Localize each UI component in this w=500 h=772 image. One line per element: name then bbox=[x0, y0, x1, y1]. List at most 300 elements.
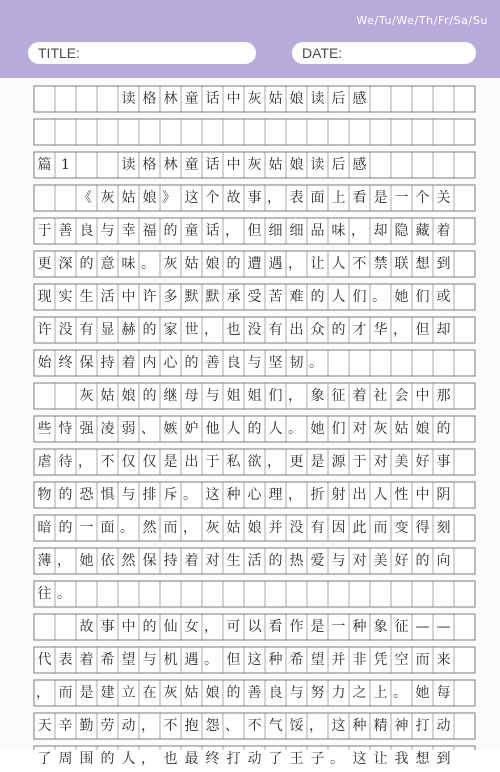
grid-char: 仙 bbox=[163, 619, 178, 635]
text-row bbox=[34, 581, 475, 607]
grid-char bbox=[76, 152, 97, 178]
grid-char: 中 bbox=[415, 487, 430, 503]
grid-char: 可 bbox=[226, 619, 241, 635]
grid-char: 种 bbox=[352, 619, 367, 635]
grid-char: 持 bbox=[163, 553, 178, 569]
grid-char: 默 bbox=[184, 289, 199, 305]
grid-char: 然 bbox=[121, 553, 136, 569]
grid-char: 的 bbox=[142, 388, 157, 404]
grid-char: 空 bbox=[394, 652, 409, 668]
grid-char: 欲 bbox=[247, 454, 262, 470]
grid-char: 她 bbox=[79, 553, 94, 569]
grid-char: 细 bbox=[289, 223, 304, 239]
grid-char: 内 bbox=[142, 355, 157, 371]
grid-char: 是 bbox=[163, 454, 178, 470]
text-row bbox=[34, 515, 475, 541]
grid-char: 人 bbox=[373, 487, 388, 503]
grid-char: 让 bbox=[310, 256, 325, 272]
grid-char: 篇 bbox=[37, 157, 52, 173]
grid-char: 也 bbox=[163, 751, 178, 767]
grid-char: 了 bbox=[37, 751, 52, 767]
grid-char: 《 bbox=[78, 190, 92, 206]
text-row bbox=[34, 680, 475, 706]
grid-char: 娘 bbox=[205, 685, 220, 701]
grid-char: 是 bbox=[373, 190, 388, 206]
grid-char: 善 bbox=[205, 355, 220, 371]
grid-char: 仅 bbox=[121, 454, 136, 470]
grid-char: 打 bbox=[415, 718, 430, 734]
grid-char: 家 bbox=[163, 322, 178, 338]
grid-char: 。 bbox=[204, 652, 218, 668]
grid-char: 嫉 bbox=[163, 421, 178, 437]
grid-char: 这 bbox=[247, 652, 262, 668]
grid-char: 母 bbox=[184, 388, 199, 404]
grid-char: 薄 bbox=[37, 553, 52, 569]
grid-char: 遇 bbox=[184, 652, 199, 668]
grid-char: 的 bbox=[415, 553, 430, 569]
text-row bbox=[34, 713, 475, 739]
grid-char: 始 bbox=[37, 355, 52, 371]
grid-char: 遭 bbox=[247, 256, 262, 272]
writing-paper bbox=[0, 78, 500, 767]
grid-char: 些 bbox=[37, 421, 52, 437]
grid-char: 虐 bbox=[37, 454, 52, 470]
grid-char: 深 bbox=[58, 256, 73, 272]
grid-char: 于 bbox=[205, 454, 220, 470]
grid-char: 而 bbox=[58, 685, 73, 701]
grid-char: 她 bbox=[394, 289, 409, 305]
grid-char: 性 bbox=[394, 487, 409, 503]
text-row bbox=[34, 317, 475, 343]
grid-char: 、 bbox=[141, 421, 155, 437]
grid-char: 许 bbox=[37, 322, 52, 338]
grid-char: 众 bbox=[310, 322, 325, 338]
grid-char: 折 bbox=[310, 487, 325, 503]
grid-char: 然 bbox=[142, 520, 157, 536]
grid-char: 刻 bbox=[436, 520, 451, 536]
grid-char: 没 bbox=[58, 322, 73, 338]
grid-char: 她 bbox=[415, 685, 430, 701]
grid-char: 后 bbox=[331, 91, 346, 107]
grid-char: 表 bbox=[289, 190, 304, 206]
grid-char: 看 bbox=[268, 619, 283, 635]
grid-char: 之 bbox=[352, 685, 367, 701]
grid-char: 着 bbox=[352, 388, 367, 404]
grid-char: 。 bbox=[393, 685, 407, 701]
text-row bbox=[34, 284, 475, 310]
grid-char: 。 bbox=[120, 520, 134, 536]
grid-char: ， bbox=[309, 718, 323, 734]
grid-row bbox=[34, 119, 475, 145]
grid-char: 活 bbox=[247, 553, 262, 569]
grid-char: 故 bbox=[226, 190, 241, 206]
grid-char: 并 bbox=[268, 520, 283, 536]
grid-char: 暗 bbox=[37, 520, 52, 536]
grid-char: 的 bbox=[142, 619, 157, 635]
grid-char: 林 bbox=[163, 91, 178, 107]
grid-char: 天 bbox=[37, 718, 52, 734]
grid-char: 恃 bbox=[58, 421, 73, 437]
grid-char: 个 bbox=[415, 190, 430, 206]
grid-char: 而 bbox=[163, 520, 178, 536]
grid-char: 后 bbox=[331, 157, 346, 173]
grid-char: 对 bbox=[352, 553, 367, 569]
grid-char: — bbox=[436, 619, 451, 635]
grid-char: 中 bbox=[121, 619, 136, 635]
grid-char: 于 bbox=[37, 223, 52, 239]
grid-char: 象 bbox=[373, 619, 388, 635]
grid-char: 是 bbox=[310, 619, 325, 635]
grid-char: 征 bbox=[394, 619, 409, 635]
grid-char: 到 bbox=[436, 256, 451, 272]
grid-char: 围 bbox=[79, 751, 94, 767]
grid-char: — bbox=[415, 619, 430, 635]
grid-char: 遇 bbox=[268, 256, 283, 272]
grid-char: 斥 bbox=[163, 487, 178, 503]
grid-char: 良 bbox=[79, 223, 94, 239]
grid-char: 。 bbox=[183, 487, 197, 503]
grid-char: 持 bbox=[100, 355, 115, 371]
grid-char: 灰 bbox=[247, 157, 262, 173]
grid-char: 这 bbox=[331, 718, 346, 734]
grid-char: 出 bbox=[184, 454, 199, 470]
grid-char: 读 bbox=[121, 91, 136, 107]
grid-char: 有 bbox=[310, 520, 325, 536]
grid-char: 品 bbox=[310, 223, 325, 239]
grid-char: 与 bbox=[331, 553, 346, 569]
grid-char: 才 bbox=[352, 322, 367, 338]
text-row bbox=[34, 449, 475, 475]
grid-char: 或 bbox=[436, 289, 451, 305]
grid-char: 妒 bbox=[184, 421, 199, 437]
grid-char: 到 bbox=[436, 751, 451, 767]
grid-char: 灰 bbox=[373, 421, 388, 437]
grid-char: 象 bbox=[310, 388, 325, 404]
grid-char: 抱 bbox=[184, 718, 199, 734]
grid-char: 人 bbox=[268, 421, 283, 437]
grid-char: 林 bbox=[163, 157, 178, 173]
grid-char: 一 bbox=[331, 619, 346, 635]
grid-char: 弱 bbox=[121, 421, 136, 437]
grid-char: 想 bbox=[415, 751, 430, 767]
grid-char: 不 bbox=[352, 256, 367, 272]
grid-char: 中 bbox=[415, 388, 430, 404]
grid-char: 出 bbox=[289, 322, 304, 338]
grid-char: 。 bbox=[309, 355, 323, 371]
grid-char: 继 bbox=[163, 388, 178, 404]
title-field[interactable] bbox=[28, 42, 256, 64]
grid-char bbox=[55, 185, 76, 211]
grid-char: 出 bbox=[352, 487, 367, 503]
grid-char: 但 bbox=[415, 322, 430, 338]
grid-char: 最 bbox=[184, 751, 199, 767]
grid-char: 想 bbox=[415, 256, 430, 272]
grid-char: 凭 bbox=[373, 652, 388, 668]
grid-char bbox=[97, 152, 118, 178]
grid-char: 承 bbox=[226, 289, 241, 305]
grid-char: 对 bbox=[205, 553, 220, 569]
grid-char: 着 bbox=[436, 223, 451, 239]
grid-char: 建 bbox=[100, 685, 115, 701]
grid-char bbox=[97, 86, 118, 112]
grid-char: 娘 bbox=[142, 190, 157, 206]
text-row bbox=[34, 614, 475, 640]
grid-char: 望 bbox=[121, 652, 136, 668]
grid-char: 生 bbox=[226, 553, 241, 569]
grid-char: 射 bbox=[331, 487, 346, 503]
date-field[interactable] bbox=[292, 42, 476, 64]
grid-char: 良 bbox=[268, 685, 283, 701]
grid-char: 没 bbox=[247, 322, 262, 338]
text-row bbox=[34, 548, 475, 574]
grid-char: ， bbox=[183, 520, 197, 536]
grid-char: 童 bbox=[184, 157, 199, 173]
grid-char: 保 bbox=[142, 553, 157, 569]
grid-char: 》 bbox=[162, 190, 176, 206]
grid-char: 没 bbox=[289, 520, 304, 536]
grid-char: 幸 bbox=[121, 223, 136, 239]
grid-char: 福 bbox=[142, 223, 157, 239]
grid-char: 非 bbox=[352, 652, 367, 668]
grid-char: 美 bbox=[394, 454, 409, 470]
grid-char: 感 bbox=[352, 157, 367, 173]
grid-char: 现 bbox=[37, 289, 52, 305]
grid-char: 味 bbox=[121, 256, 136, 272]
grid-char: 我 bbox=[394, 751, 409, 767]
grid-char: 让 bbox=[373, 751, 388, 767]
grid-char: 与 bbox=[100, 223, 115, 239]
grid-char: 娘 bbox=[205, 256, 220, 272]
grid-char: 姑 bbox=[226, 520, 241, 536]
grid-char: 格 bbox=[142, 157, 157, 173]
grid-char: 受 bbox=[247, 289, 262, 305]
grid-char: 。 bbox=[141, 256, 155, 272]
grid-char: 怨 bbox=[205, 718, 220, 734]
grid-char: 热 bbox=[289, 553, 304, 569]
grid-char: 姑 bbox=[268, 91, 283, 107]
grid-char: 气 bbox=[268, 718, 283, 734]
grid-char: ， bbox=[204, 619, 218, 635]
grid-char: 意 bbox=[100, 256, 115, 272]
grid-char: 们 bbox=[352, 289, 367, 305]
grid-char: 灰 bbox=[163, 256, 178, 272]
grid-char: 每 bbox=[436, 685, 451, 701]
grid-char: ， bbox=[288, 256, 302, 272]
grid-char: 但 bbox=[226, 652, 241, 668]
grid-char: 理 bbox=[268, 487, 283, 503]
grid-char: 故 bbox=[79, 619, 94, 635]
grid-char: 们 bbox=[268, 388, 283, 404]
grid-char: 姐 bbox=[226, 388, 241, 404]
grid-char: 希 bbox=[100, 652, 115, 668]
grid-char: 人 bbox=[121, 751, 136, 767]
grid-char: ， bbox=[351, 223, 365, 239]
grid-char: 会 bbox=[394, 388, 409, 404]
grid-char: 却 bbox=[436, 322, 451, 338]
grid-char: 与 bbox=[247, 355, 262, 371]
grid-char: 她 bbox=[310, 421, 325, 437]
grid-char bbox=[34, 383, 55, 409]
grid-char: 的 bbox=[331, 322, 346, 338]
grid-char: 们 bbox=[415, 289, 430, 305]
grid-char: 坚 bbox=[268, 355, 283, 371]
grid-char: 凌 bbox=[100, 421, 115, 437]
grid-char: 上 bbox=[373, 685, 388, 701]
grid-char: 周 bbox=[58, 751, 73, 767]
grid-char: ， bbox=[57, 553, 71, 569]
grid-char: 与 bbox=[289, 685, 304, 701]
grid-char: 的 bbox=[184, 355, 199, 371]
grid-char: 的 bbox=[436, 421, 451, 437]
grid-char: 话 bbox=[205, 91, 220, 107]
grid-char: 娘 bbox=[121, 388, 136, 404]
grid-char: 精 bbox=[373, 718, 388, 734]
grid-char bbox=[34, 86, 55, 112]
grid-char: 私 bbox=[226, 454, 241, 470]
grid-char: 此 bbox=[352, 520, 367, 536]
grid-char: 对 bbox=[373, 454, 388, 470]
grid-char: 是 bbox=[310, 454, 325, 470]
grid-char bbox=[55, 86, 76, 112]
grid-char: 善 bbox=[247, 685, 262, 701]
grid-char: 代 bbox=[37, 652, 52, 668]
grid-char: 灰 bbox=[163, 685, 178, 701]
grid-char: 望 bbox=[310, 652, 325, 668]
grid-char: 于 bbox=[352, 454, 367, 470]
grid-char: 的 bbox=[142, 322, 157, 338]
grid-char: ， bbox=[141, 751, 155, 767]
grid-char: 勤 bbox=[79, 718, 94, 734]
grid-char: 难 bbox=[289, 289, 304, 305]
grid-char: 不 bbox=[247, 718, 262, 734]
grid-char: ， bbox=[204, 322, 218, 338]
text-row bbox=[34, 152, 475, 178]
text-row bbox=[34, 350, 475, 376]
grid-char: ， bbox=[288, 487, 302, 503]
grid-char: 的 bbox=[226, 256, 241, 272]
grid-char: 话 bbox=[205, 157, 220, 173]
grid-char: 的 bbox=[100, 751, 115, 767]
grid-char: ， bbox=[267, 454, 281, 470]
grid-char: 个 bbox=[205, 190, 220, 206]
grid-char: 姑 bbox=[268, 157, 283, 173]
grid-char: 话 bbox=[205, 223, 220, 239]
grid-char: 排 bbox=[142, 487, 157, 503]
grid-char: 姑 bbox=[184, 685, 199, 701]
grid-char: 仅 bbox=[142, 454, 157, 470]
grid-char: 的 bbox=[163, 223, 178, 239]
grid-char: 的 bbox=[226, 685, 241, 701]
grid-char: 着 bbox=[184, 553, 199, 569]
grid-char: 的 bbox=[58, 487, 73, 503]
grid-char: 这 bbox=[184, 190, 199, 206]
grid-char: ， bbox=[393, 322, 407, 338]
grid-char: 姑 bbox=[121, 190, 136, 206]
text-row bbox=[34, 218, 475, 244]
grid-char: 人 bbox=[226, 421, 241, 437]
grid-char: 变 bbox=[394, 520, 409, 536]
grid-char: 保 bbox=[79, 355, 94, 371]
grid-char: 动 bbox=[121, 718, 136, 734]
grid-char: 希 bbox=[289, 652, 304, 668]
grid-char: 灰 bbox=[247, 91, 262, 107]
grid-char: 依 bbox=[100, 553, 115, 569]
grid-char: 面 bbox=[100, 520, 115, 536]
grid-char: 却 bbox=[373, 223, 388, 239]
text-row bbox=[34, 86, 475, 112]
grid-char: 强 bbox=[79, 421, 94, 437]
grid-char: 更 bbox=[289, 454, 304, 470]
grid-char: 并 bbox=[331, 652, 346, 668]
text-row bbox=[34, 416, 475, 442]
text-row bbox=[34, 251, 475, 277]
grid-char: 事 bbox=[247, 190, 262, 206]
grid-char: 。 bbox=[330, 751, 344, 767]
grid-char: 人 bbox=[331, 256, 346, 272]
grid-char: 中 bbox=[226, 157, 241, 173]
grid-char: 他 bbox=[205, 421, 220, 437]
grid-char: 事 bbox=[436, 454, 451, 470]
grid-char: 而 bbox=[373, 520, 388, 536]
grid-char: 读 bbox=[310, 157, 325, 173]
grid-char: 活 bbox=[100, 289, 115, 305]
grid-char: 神 bbox=[394, 718, 409, 734]
grid-char: 良 bbox=[226, 355, 241, 371]
grid-char: 一 bbox=[394, 190, 409, 206]
grid-char: ， bbox=[288, 388, 302, 404]
grid-char: 的 bbox=[58, 520, 73, 536]
grid-char: 善 bbox=[58, 223, 73, 239]
grid-char: 努 bbox=[310, 685, 325, 701]
grid-char: 终 bbox=[205, 751, 220, 767]
grid-char: 1 bbox=[61, 157, 70, 173]
grid-char: 社 bbox=[373, 388, 388, 404]
grid-char: 世 bbox=[184, 322, 199, 338]
grid-char: 娘 bbox=[415, 421, 430, 437]
grid-char: 更 bbox=[37, 256, 52, 272]
grid-char: ， bbox=[267, 190, 281, 206]
grid-char: 终 bbox=[58, 355, 73, 371]
grid-char: 读 bbox=[121, 157, 136, 173]
grid-char: 爱 bbox=[310, 553, 325, 569]
grid-char: 。 bbox=[57, 586, 71, 602]
grid-char: 惧 bbox=[100, 487, 115, 503]
grid-char: 一 bbox=[79, 520, 94, 536]
grid-char: 姑 bbox=[394, 421, 409, 437]
grid-char: 以 bbox=[247, 619, 262, 635]
grid-char: 默 bbox=[205, 289, 220, 305]
grid-char: 许 bbox=[142, 289, 157, 305]
grid-char: 心 bbox=[247, 487, 262, 503]
grid-char: 但 bbox=[247, 223, 262, 239]
grid-char: 子 bbox=[310, 751, 325, 767]
grid-char: 看 bbox=[352, 190, 367, 206]
grid-char: 实 bbox=[58, 289, 73, 305]
grid-char: 。 bbox=[372, 289, 386, 305]
grid-char: 苦 bbox=[268, 289, 283, 305]
grid-char: 在 bbox=[142, 685, 157, 701]
grid-char: 赫 bbox=[121, 322, 136, 338]
grid-char: 的 bbox=[247, 421, 262, 437]
grid-char: 那 bbox=[436, 388, 451, 404]
grid-char: 王 bbox=[289, 751, 304, 767]
grid-char: 童 bbox=[184, 223, 199, 239]
grid-char: 韧 bbox=[289, 355, 304, 371]
grid-char: 美 bbox=[373, 553, 388, 569]
grid-char: 种 bbox=[352, 718, 367, 734]
header-band bbox=[0, 0, 500, 78]
grid-char: 了 bbox=[268, 751, 283, 767]
